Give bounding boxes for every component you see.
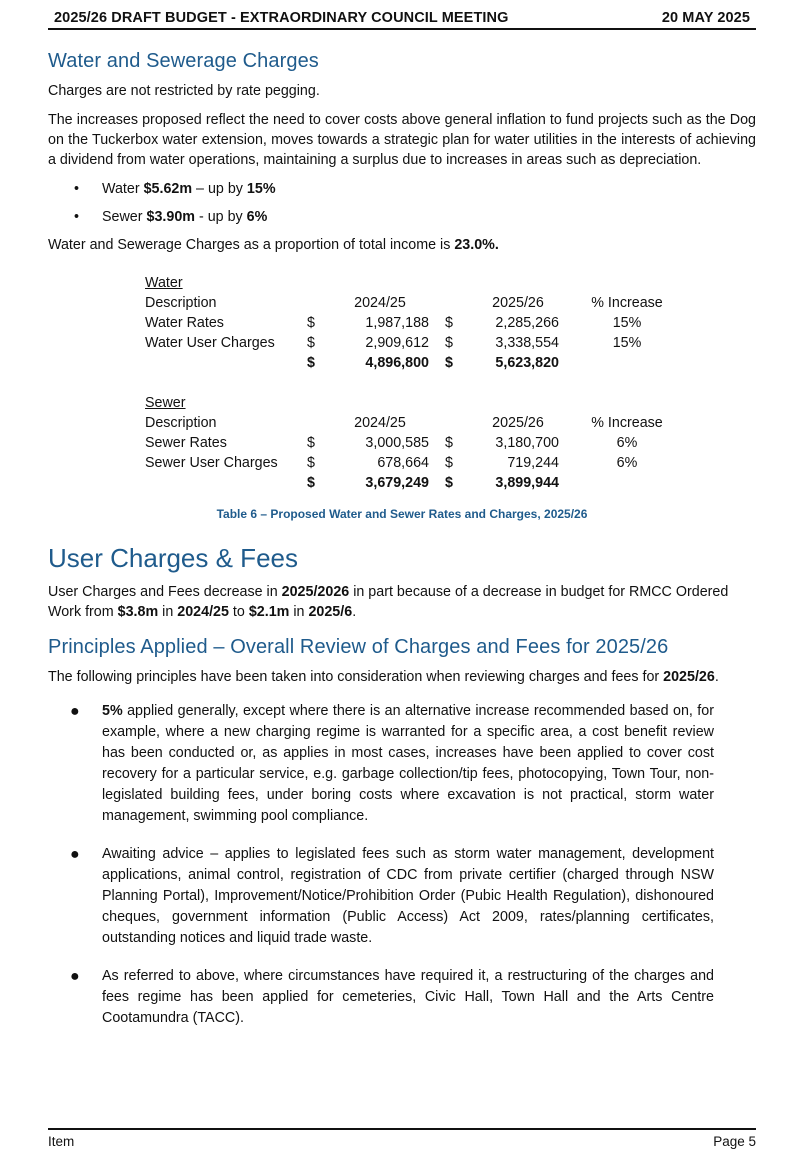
table-header-row: Description 2024/25 2025/26 % Increase: [145, 295, 663, 311]
bullet-icon: ●: [70, 703, 80, 720]
rate-pegging-paragraph: Charges are not restricted by rate pegging.: [48, 83, 320, 99]
page-footer: [48, 1128, 756, 1149]
table-caption: Table 6 – Proposed Water and Sewer Rates and Charges, 2025/26: [216, 507, 588, 521]
bullet-icon: •: [74, 181, 80, 197]
increases-paragraph: The increases proposed reflect the need to cover costs above general inflation to fund projects such as the Dog on the Tuckerbox water extension, moves towards a strategic plan for water utilities in the interests of achieving a dividend from water operations, maintaining a surplus due to increases in areas such as depreciation.: [48, 112, 756, 168]
water-sewerage-heading: Water and Sewerage Charges: [48, 50, 319, 72]
user-charges-heading: User Charges & Fees: [48, 543, 298, 573]
table-section-title: Sewer: [145, 395, 186, 411]
table-row: Water User Charges $ 2,909,612 $ 3,338,554 15%: [145, 335, 642, 351]
principle-item: ● Awaiting advice – applies to legislated fees such as storm water management, development applications, animal control, registration of CDC from private certifier (charged through NSW Planning Portal), Improvement/Notice/Prohibition Order (Pubic Health Regulation), dishonoured cheques, government information (Public Access) Act 2009, rates/planning certificates, outstanding notices and liquid trade waste.: [70, 846, 714, 946]
user-charges-paragraph: User Charges and Fees decrease in 2025/2026 in part because of a decrease in budget for RMCC Ordered Work from $3.8m in 2024/25 to $2.1m in 2025/6.: [48, 584, 729, 620]
bullet-icon: •: [74, 209, 80, 225]
sewer-bullet: • Sewer $3.90m - up by 6%: [74, 209, 268, 225]
proportion-paragraph: Water and Sewerage Charges as a proportion of total income is 23.0%.: [48, 237, 499, 253]
principles-list: [48, 701, 756, 1029]
table-header-row: Description 2024/25 2025/26 % Increase: [145, 415, 663, 431]
page-header: [48, 6, 756, 30]
page-content: [48, 50, 756, 1046]
principles-heading: Principles Applied – Overall Review of Charges and Fees for 2025/26: [48, 636, 669, 658]
header-title: 2025/26 DRAFT BUDGET - EXTRAORDINARY COUNCIL MEETING: [54, 10, 509, 26]
table-section-title: Water: [145, 275, 183, 291]
footer-item-label: Item: [48, 1134, 75, 1149]
table-row: Water Rates $ 1,987,188 $ 2,285,266 15%: [145, 315, 642, 331]
header-date: 20 MAY 2025: [661, 10, 750, 26]
table-total-row: $ 4,896,800 $ 5,623,820: [307, 355, 559, 371]
principles-intro: The following principles have been taken into consideration when reviewing charges and fees for 2025/26.: [48, 669, 719, 685]
bullet-icon: ●: [70, 968, 80, 985]
principle-item: ● 5% applied generally, except where there is an alternative increase recommended based on, for example, where a new charging regime is warranted for a specific area, a cost benefit review has been conducted or, as applies in most cases, increases have been applied to cover cost recovery for a particular service, e.g. garbage collection/tip fees, photocopying, Town Tour, non-legislated building fees, under boring costs where excavation is not practical, storm water management, swimming pool compliance.: [70, 703, 714, 824]
rates-table: [145, 273, 687, 493]
principle-item: ● As referred to above, where circumstances have required it, a restructuring of the charges and fees regime has been applied for cemeteries, Civic Hall, Town Hall and the Arts Centre Cootamundra (TACC).: [70, 968, 714, 1026]
charges-bullet-list: [48, 179, 756, 227]
table-row: Sewer User Charges $ 678,664 $ 719,244 6%: [145, 455, 638, 471]
water-bullet: • Water $5.62m – up by 15%: [74, 181, 276, 197]
table-row: Sewer Rates $ 3,000,585 $ 3,180,700 6%: [145, 435, 638, 451]
table-total-row: $ 3,679,249 $ 3,899,944: [307, 475, 559, 491]
bullet-icon: ●: [70, 846, 80, 863]
page-number: Page 5: [713, 1134, 756, 1149]
